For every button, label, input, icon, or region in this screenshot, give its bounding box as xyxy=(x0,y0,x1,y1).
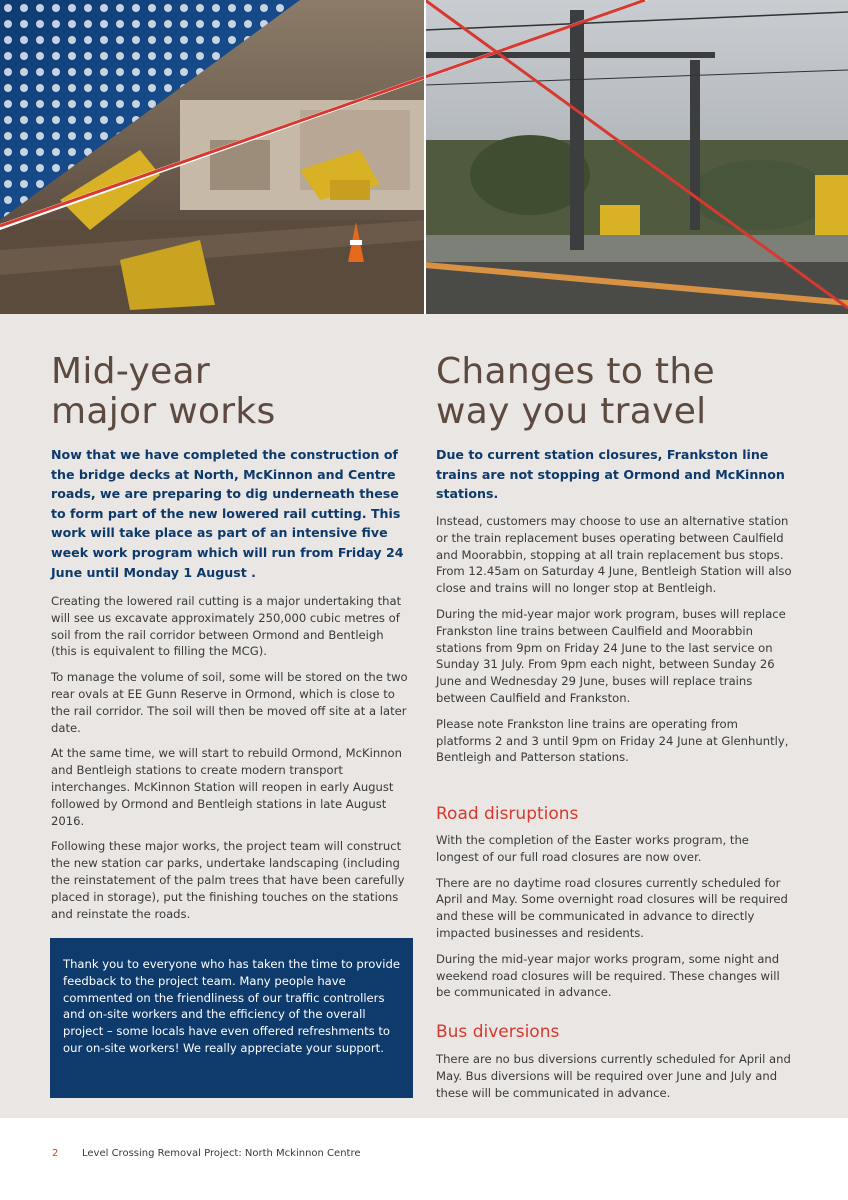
paragraph: During the mid-year major works program, some night and weekend road closures will be required. These changes will be communicated in advance. xyxy=(436,951,780,1000)
hero-photo-band xyxy=(0,0,848,314)
heading-changes-to-the-way-you-travel xyxy=(436,352,792,432)
paragraph: Following these major works, the project team will construct the new station car parks, undertake landscaping (including the reinstatement of the palm trees that have been carefully placed in storage), put the finishing touches on the stations and reinstate the roads. xyxy=(51,839,405,921)
paragraph: There are no bus diversions currently scheduled for April and May. Bus diversions will be required over June and July and these will be communicated in advance. xyxy=(436,1052,791,1100)
bus-diversions-text xyxy=(436,1051,792,1110)
body-text xyxy=(436,513,792,775)
road-disruptions-text xyxy=(436,832,792,1010)
hero-photo xyxy=(0,0,848,314)
lead-paragraph: Now that we have completed the construction of the bridge decks at North, McKinnon and Centre roads, we are preparing to dig underneath these to form part of the new lowered rail cutting. This work will take place as part of an intensive five week work program which will run from Friday 24 June until Monday 1 August . xyxy=(51,447,404,580)
subheading-road-disruptions: Road disruptions xyxy=(436,804,579,824)
callout-text: Thank you to everyone who has taken the time to provide feedback to the project team. Many people have commented on the friendliness of our traffic controllers and on-site workers and the efficiency of the overall project – some locals have even offered refreshments to our on-site workers! We really appreciate your support. xyxy=(63,957,400,1055)
page-number: 2 xyxy=(52,1148,59,1159)
paragraph: Creating the lowered rail cutting is a major undertaking that will see us excavate approximately 250,000 cubic metres of soil from the rail corridor between Ormond and Bentleigh (this is equivalent to filling the MCG). xyxy=(51,594,402,659)
thank-you-callout xyxy=(50,938,413,1098)
heading-mid-year-major-works xyxy=(51,352,411,432)
content-panel xyxy=(0,314,848,1118)
heading-line: Changes to the xyxy=(436,351,715,392)
subheading-bus-diversions: Bus diversions xyxy=(436,1022,560,1042)
heading-line: way you travel xyxy=(436,391,707,432)
lead-paragraph: Due to current station closures, Frankston line trains are not stopping at Ormond and McKinnon stations. xyxy=(436,447,785,502)
heading-line: major works xyxy=(51,391,276,432)
paragraph: There are no daytime road closures currently scheduled for April and May. Some overnight road closures will be required and these will be communicated in advance to directly impacted businesses and residents. xyxy=(436,875,788,940)
body-text xyxy=(51,593,411,931)
heading-line: Mid-year xyxy=(51,351,210,392)
paragraph: Please note Frankston line trains are operating from platforms 2 and 3 until 9pm on Friday 24 June at Glenhuntly, Bentleigh and Patterson stations. xyxy=(436,716,789,765)
page-footer xyxy=(0,1118,848,1200)
paragraph: With the completion of the Easter works program, the longest of our full road closures are now over. xyxy=(436,833,749,864)
footer-title: Level Crossing Removal Project: North Mckinnon Centre xyxy=(82,1148,361,1159)
paragraph: Instead, customers may choose to use an alternative station or the train replacement buses operating between Caulfield and Moorabbin, stopping at all train replacement bus stops. From 12.45am on Saturday 4 June, Bentleigh Station will also close and trains will no longer stop at Bentleigh. xyxy=(436,514,792,596)
paragraph: During the mid-year major work program, buses will replace Frankston line trains between Caulfield and Moorabbin stations from 9pm on Friday 24 June to the last service on Sunday 31 July. From 9pm each night, between Sunday 26 June and Wednesday 29 June, buses will replace trains between Caulfield and Frankston. xyxy=(436,606,786,705)
paragraph: To manage the volume of soil, some will be stored on the two rear ovals at EE Gunn Reserve in Ormond, which is close to the rail corridor. The soil will then be moved off site at a later date. xyxy=(51,670,408,735)
paragraph: At the same time, we will start to rebuild Ormond, McKinnon and Bentleigh stations to create modern transport interchanges. McKinnon Station will reopen in early August followed by Ormond and Bentleigh stations in late August 2016. xyxy=(51,746,402,828)
